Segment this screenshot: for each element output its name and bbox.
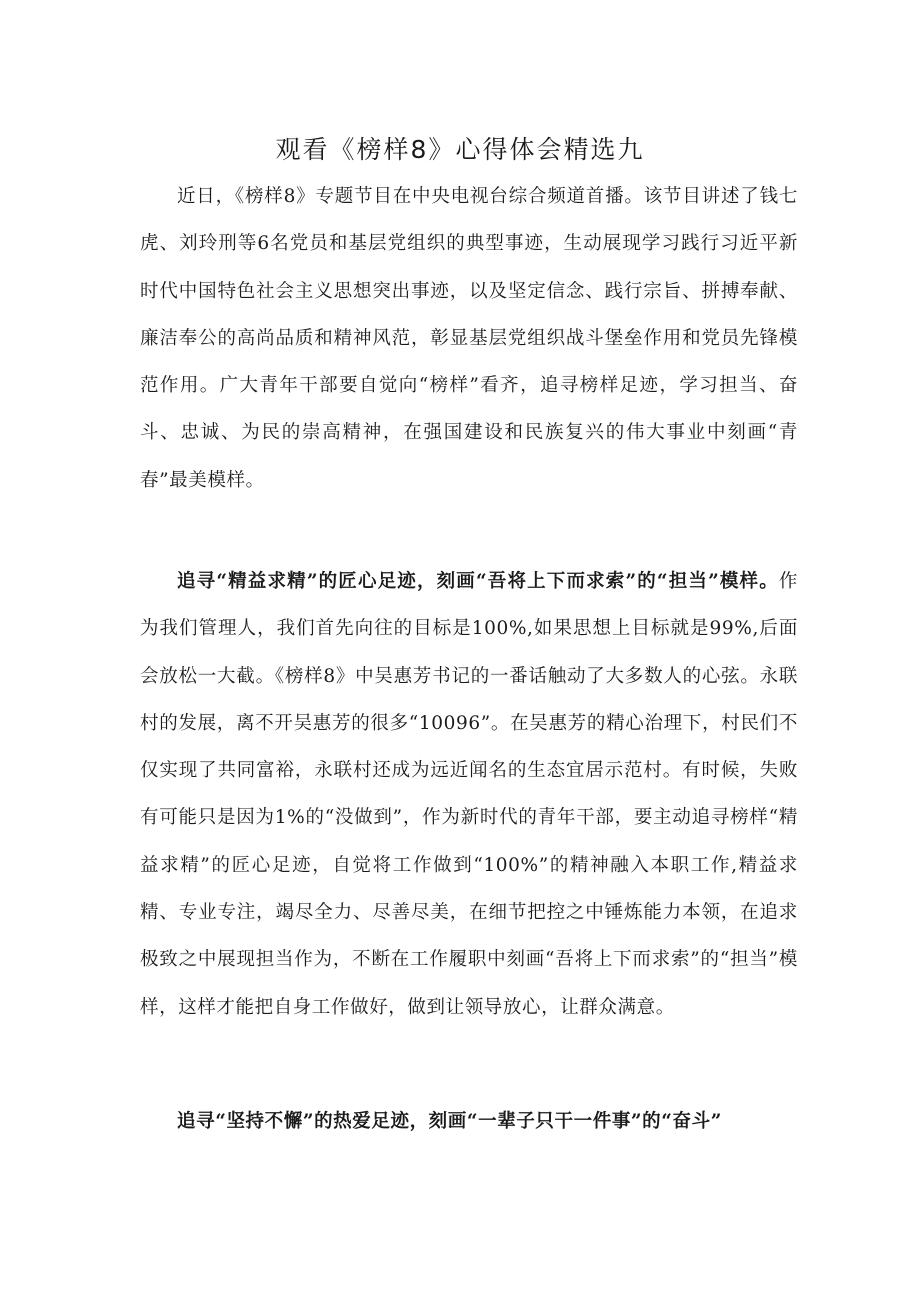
document-title: 观看《榜样8》心得体会精选九	[275, 135, 645, 164]
paragraph-diligence	[140, 558, 798, 1031]
paragraph-perseverance	[140, 1098, 798, 1145]
paragraph-perseverance-heading: 追寻“坚持不懈”的热爱足迹，刻画“一辈子只干一件事”的“奋斗”	[177, 1111, 722, 1132]
paragraph-intro: 近日，《榜样8》专题节目在中央电视台综合频道首播。该节目讲述了钱七虎、刘玲刑等6名党员和基层党组织的典型事迹，生动展现学习践行习近平新时代中国特色社会主义思想突出事迹，以及坚定信念、践行宗旨、拼搏奉献、廉洁奉公的高尚品质和精神风范，彰显基层党组织战斗堡垒作用和党员先锋模范作用。广大青年干部要自觉向“榜样”看齐，追寻榜样足迹，学习担当、奋斗、忠诚、为民的崇高精神，在强国建设和民族复兴的伟大事业中刻画“青春”最美模样。	[140, 186, 798, 491]
paragraph-diligence-body: 作为我们管理人，我们首先向往的目标是100%,如果思想上目标就是99%,后面会放松一大截。《榜样8》中吴惠芳书记的一番话触动了大多数人的心弦。永联村的发展，离不开吴惠芳的很多“10096”。在吴惠芳的精心治理下，村民们不仅实现了共同富裕，永联村还成为远近闻名的生态宜居示范村。有时候，失败有可能只是因为1%的“没做到”，作为新时代的青年干部，要主动追寻榜样“精益求精”的匠心足迹，自觉将工作做到“100%”的精神融入本职工作,精益求精、专业专注，竭尽全力、尽善尽美，在细节把控之中锤炼能力本领，在追求极致之中展现担当作为，不断在工作履职中刻画“吾将上下而求索”的“担当”模样，这样才能把自身工作做好，做到让领导放心，让群众满意。	[140, 571, 798, 1018]
paragraph-diligence-heading: 追寻“精益求精”的匠心足迹，刻画“吾将上下而求索”的“担当”模样。	[177, 571, 779, 592]
